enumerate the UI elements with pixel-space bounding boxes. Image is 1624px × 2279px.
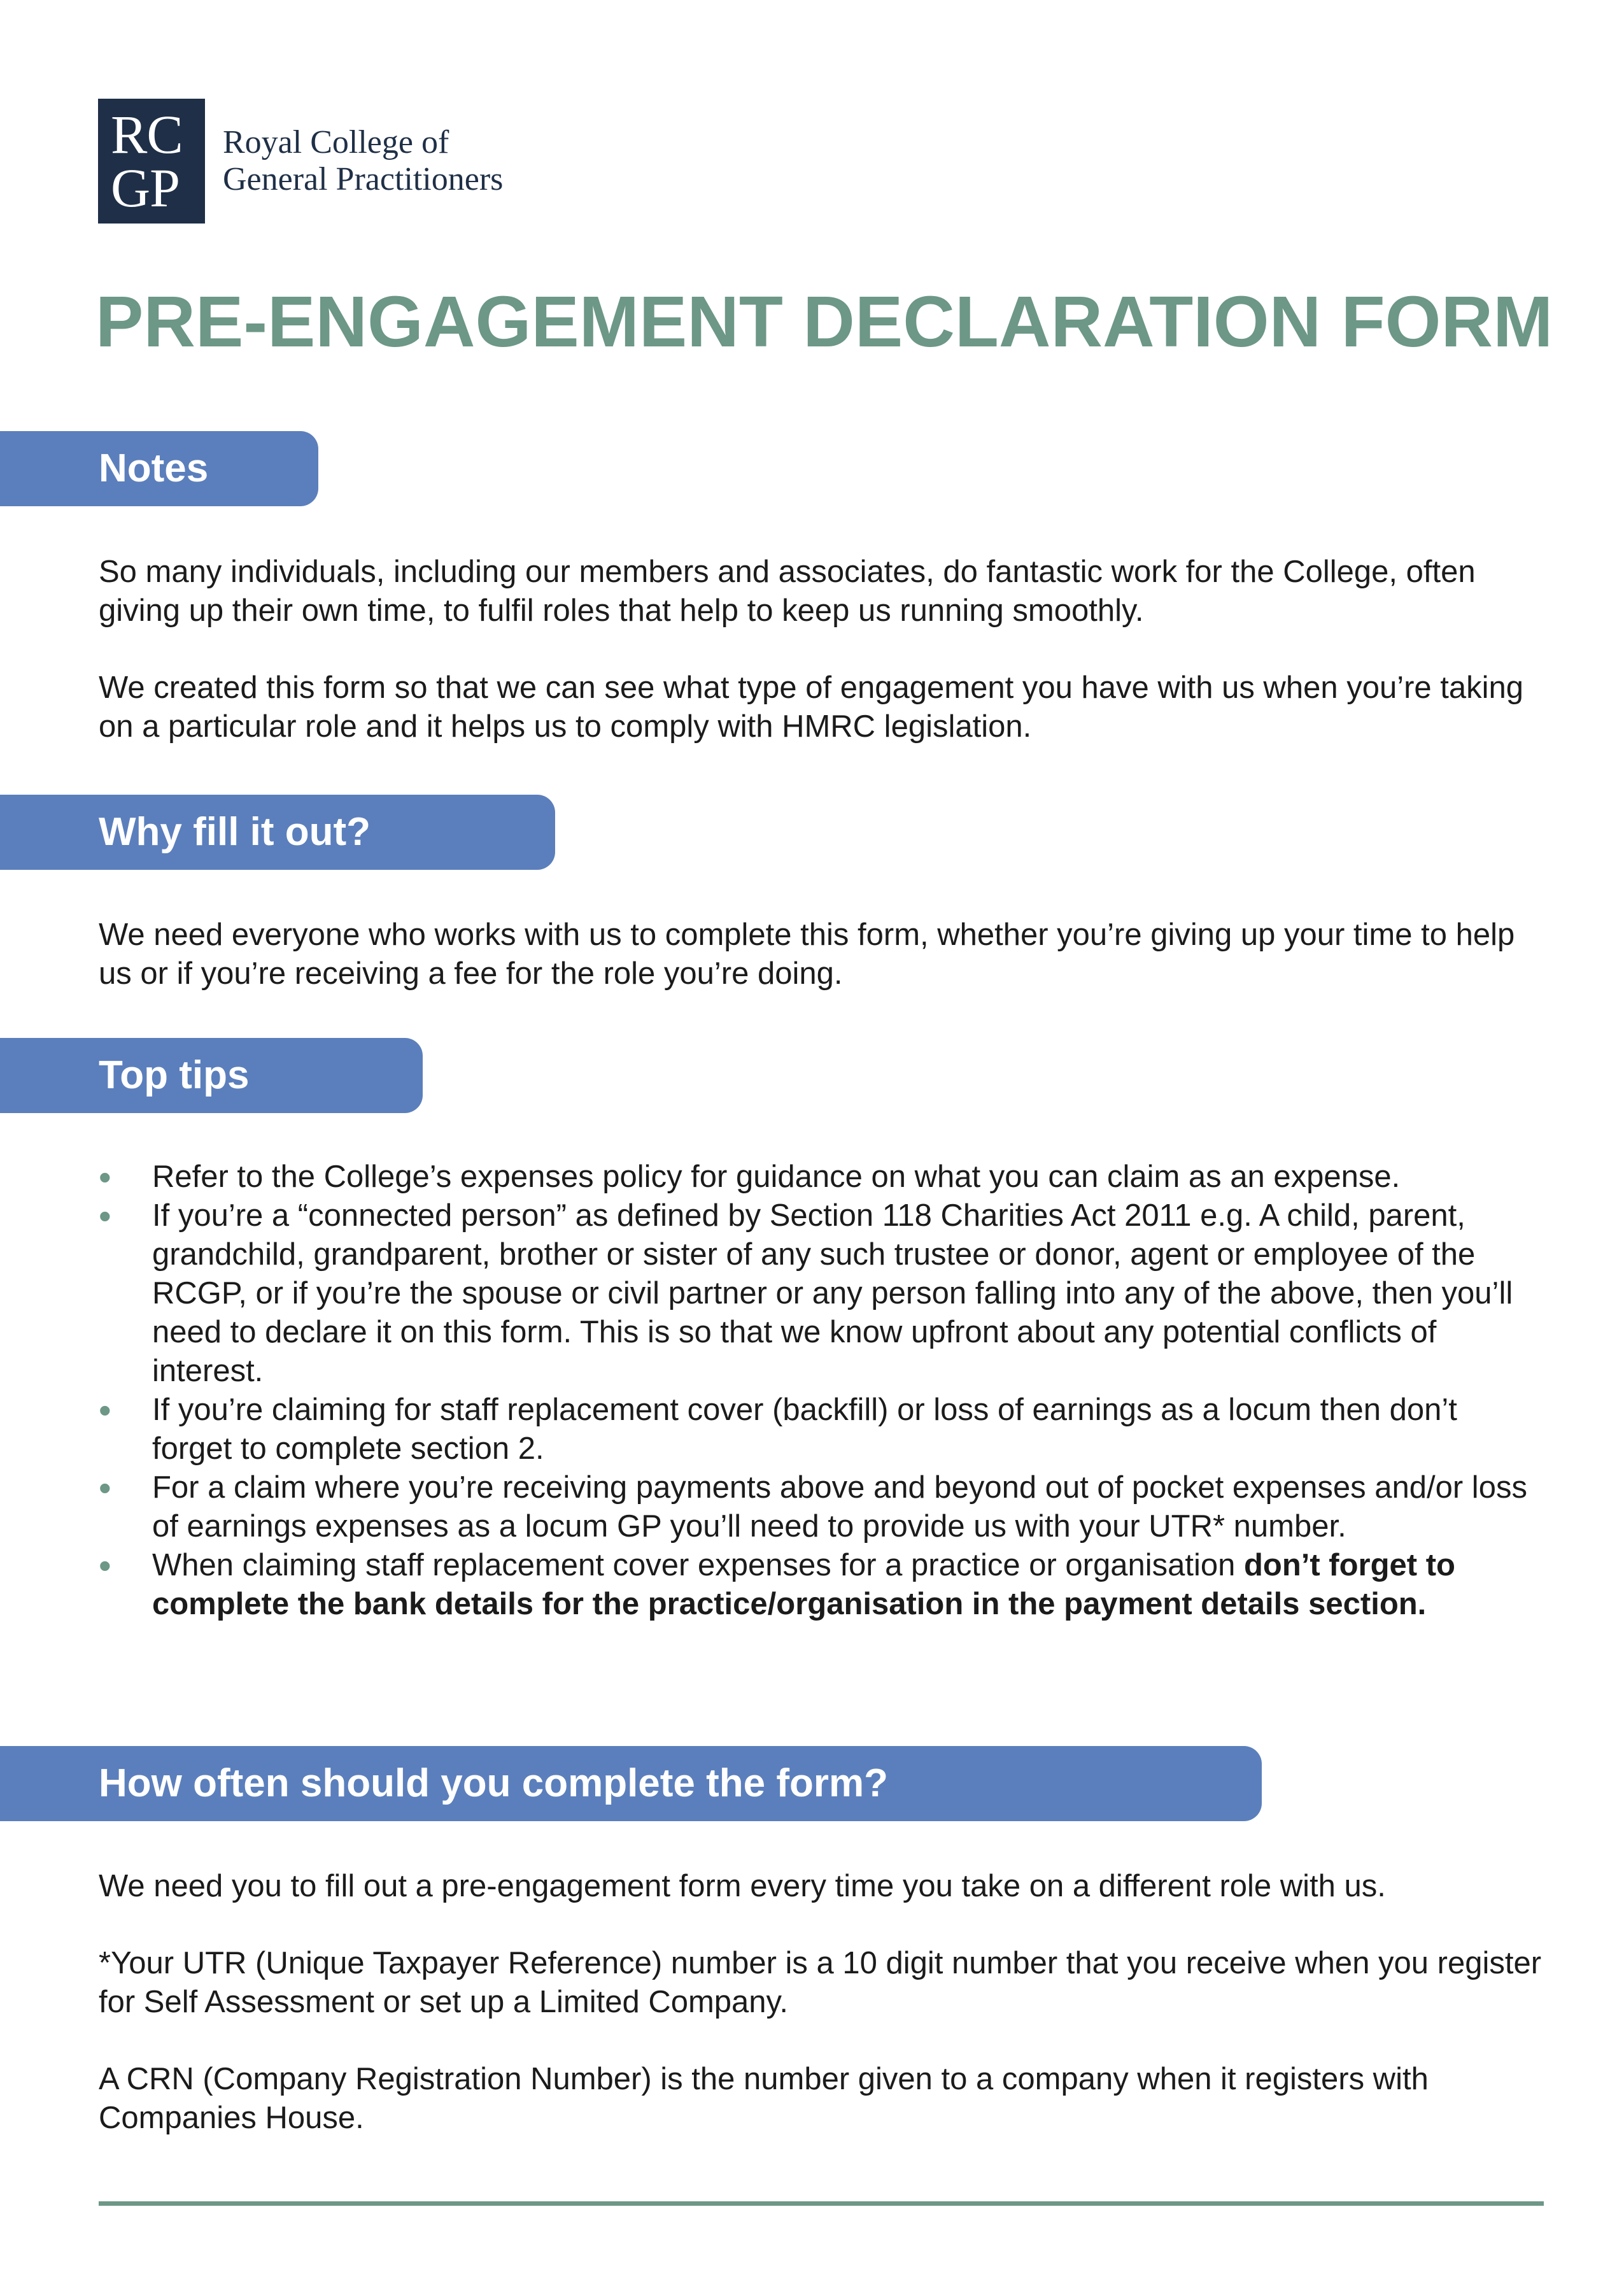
utr-footnote: *Your UTR (Unique Taxpayer Reference) number is a 10 digit number that you receive when you register for Self Assessment or set up a Limited Company. <box>99 1946 1542 2019</box>
logo-initials-line1: RC <box>111 104 183 165</box>
notes-paragraph-2: We created this form so that we can see what type of engagement you have with us when you’re taking on a particular role and it helps us to comply with HMRC legislation. <box>99 671 1524 744</box>
bullet-icon: • <box>99 1545 111 1586</box>
logo-mark <box>98 99 205 224</box>
section-heading-why: Why fill it out? <box>0 795 555 870</box>
list-item <box>99 1391 1544 1468</box>
list-item <box>99 1196 1544 1391</box>
bullet-icon: • <box>99 1468 111 1508</box>
bottom-divider <box>99 2201 1544 2206</box>
notes-paragraph-1: So many individuals, including our members and associates, do fantastic work for the College, often giving up their own time, to fulfil roles that help to keep us running smoothly. <box>99 555 1476 628</box>
tip-text: If you’re a “connected person” as defined by Section 118 Charities Act 2011 e.g. A child, parent, grandchild, grandparent, brother or sister of any such trustee or donor, agent or employee of the RCGP, or if you’re the spouse or civil partner or any person falling into any of the above, then you’ll need to declare it on this form. This is so that we know upfront about any potential conflicts of interest. <box>152 1198 1513 1388</box>
logo-wordmark <box>223 124 503 198</box>
logo-name-line2: General Practitioners <box>223 161 504 197</box>
list-item <box>99 1546 1544 1624</box>
tip-text-emphasis: don’t forget to complete the bank details for the practice/organisation in the payment details section. <box>152 1548 1455 1621</box>
logo-initials-line2: GP <box>111 157 180 218</box>
section-heading-how-often: How often should you complete the form? <box>0 1746 1262 1821</box>
tip-text: Refer to the College’s expenses policy for guidance on what you can claim as an expense. <box>152 1160 1401 1194</box>
crn-note: A CRN (Company Registration Number) is the number given to a company when it registers with Companies House. <box>99 2062 1429 2135</box>
section-heading-notes: Notes <box>0 431 318 506</box>
list-item <box>99 1468 1544 1546</box>
why-paragraph-1: We need everyone who works with us to complete this form, whether you’re giving up your time to help us or if you’re receiving a fee for the role you’re doing. <box>99 918 1515 991</box>
bullet-icon: • <box>99 1390 111 1430</box>
tip-text: When claiming staff replacement cover expenses for a practice or organisation <box>152 1548 1244 1582</box>
rcgp-logo <box>98 99 503 224</box>
bullet-icon: • <box>99 1157 111 1197</box>
tip-text: If you’re claiming for staff replacement cover (backfill) or loss of earnings as a locum then don’t forget to complete section 2. <box>152 1393 1457 1466</box>
tip-text: For a claim where you’re receiving payments above and beyond out of pocket expenses and/or loss of earnings expenses as a locum GP you’ll need to provide us with your UTR* number. <box>152 1470 1527 1544</box>
list-item <box>99 1158 1544 1196</box>
page-title: PRE-ENGAGEMENT DECLARATION FORM <box>95 281 1553 362</box>
bullet-icon: • <box>99 1196 111 1236</box>
how-often-paragraph-1: We need you to fill out a pre-engagement form every time you take on a different role with us. <box>99 1869 1386 1903</box>
logo-name-line1: Royal College of <box>223 124 449 160</box>
top-tips-list <box>99 1158 1544 1624</box>
section-heading-top-tips: Top tips <box>0 1038 423 1113</box>
